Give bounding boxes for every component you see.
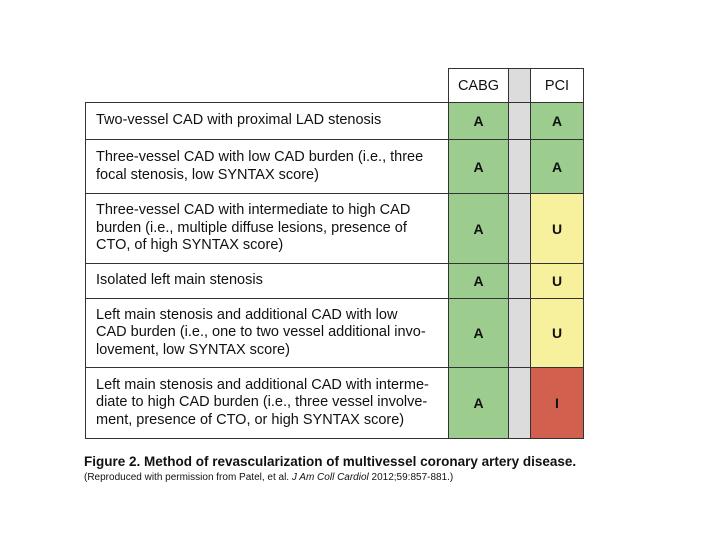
figure-caption [84, 453, 584, 484]
row-condition-text: Isolated left main stenosis [96, 272, 263, 289]
header-pci-label: PCI [544, 77, 570, 94]
cabg-rating-cell [448, 102, 509, 140]
row-condition-text: Two-vessel CAD with proximal LAD stenosis [96, 112, 382, 129]
row-condition-text: Left main stenosis and additional CAD with interme- diate to high CAD burden (i.e., three vessel involve- ment, presence of CTO, or high SYNTAX score) [96, 376, 429, 428]
cabg-rating: A [473, 158, 484, 175]
row-condition [85, 102, 449, 140]
row-condition [85, 298, 449, 368]
pci-rating-cell [530, 139, 584, 194]
cabg-rating-cell [448, 298, 509, 368]
pci-rating: U [551, 220, 563, 237]
cabg-rating: A [473, 273, 484, 289]
caption-source-prefix: (Reproduced with permission from Patel, et al. [84, 472, 292, 483]
caption-source-journal: J Am Coll Cardiol [291, 472, 369, 483]
caption-source [84, 471, 584, 484]
cabg-rating-cell [448, 139, 509, 194]
gap-cell [508, 139, 531, 194]
pci-rating: A [551, 113, 563, 129]
pci-rating-cell [530, 102, 584, 140]
header-cabg [448, 68, 509, 103]
pci-rating-cell [530, 263, 584, 299]
header-gap [508, 68, 531, 103]
row-condition-text: Three-vessel CAD with low CAD burden (i.e., three focal stenosis, low SYNTAX score) [96, 149, 424, 183]
pci-rating-cell [530, 367, 584, 439]
row-condition [85, 193, 449, 264]
caption-title: Figure 2. Method of revascularization of multivessel coronary artery disease. [84, 454, 577, 469]
cabg-rating-cell [448, 193, 509, 264]
header-cabg-label: CABG [457, 77, 500, 94]
pci-rating: U [551, 273, 563, 289]
row-condition [85, 263, 449, 299]
caption-source-suffix: 2012;59:857-881.) [368, 472, 454, 483]
gap-cell [508, 193, 531, 264]
header-pci [530, 68, 584, 103]
gap-cell [508, 367, 531, 439]
cabg-rating: A [473, 325, 484, 341]
cabg-rating-cell [448, 263, 509, 299]
row-condition-text: Three-vessel CAD with intermediate to high CAD burden (i.e., multiple diffuse lesions, presence of CTO, of high SYNTAX score) [96, 202, 411, 254]
row-condition [85, 139, 449, 194]
pci-rating: A [551, 158, 563, 175]
gap-cell [508, 263, 531, 299]
pci-rating-cell [530, 298, 584, 368]
cabg-rating-cell [448, 367, 509, 439]
gap-cell [508, 298, 531, 368]
pci-rating: I [555, 395, 559, 411]
cabg-rating: A [473, 113, 484, 129]
pci-rating: U [551, 325, 563, 341]
row-condition [85, 367, 449, 439]
cabg-rating: A [473, 220, 484, 237]
cabg-rating: A [473, 395, 484, 411]
gap-cell [508, 102, 531, 140]
row-condition-text: Left main stenosis and additional CAD with low CAD burden (i.e., one to two vessel additional invo- lovement, low SYNTAX score) [96, 306, 426, 358]
pci-rating-cell [530, 193, 584, 264]
